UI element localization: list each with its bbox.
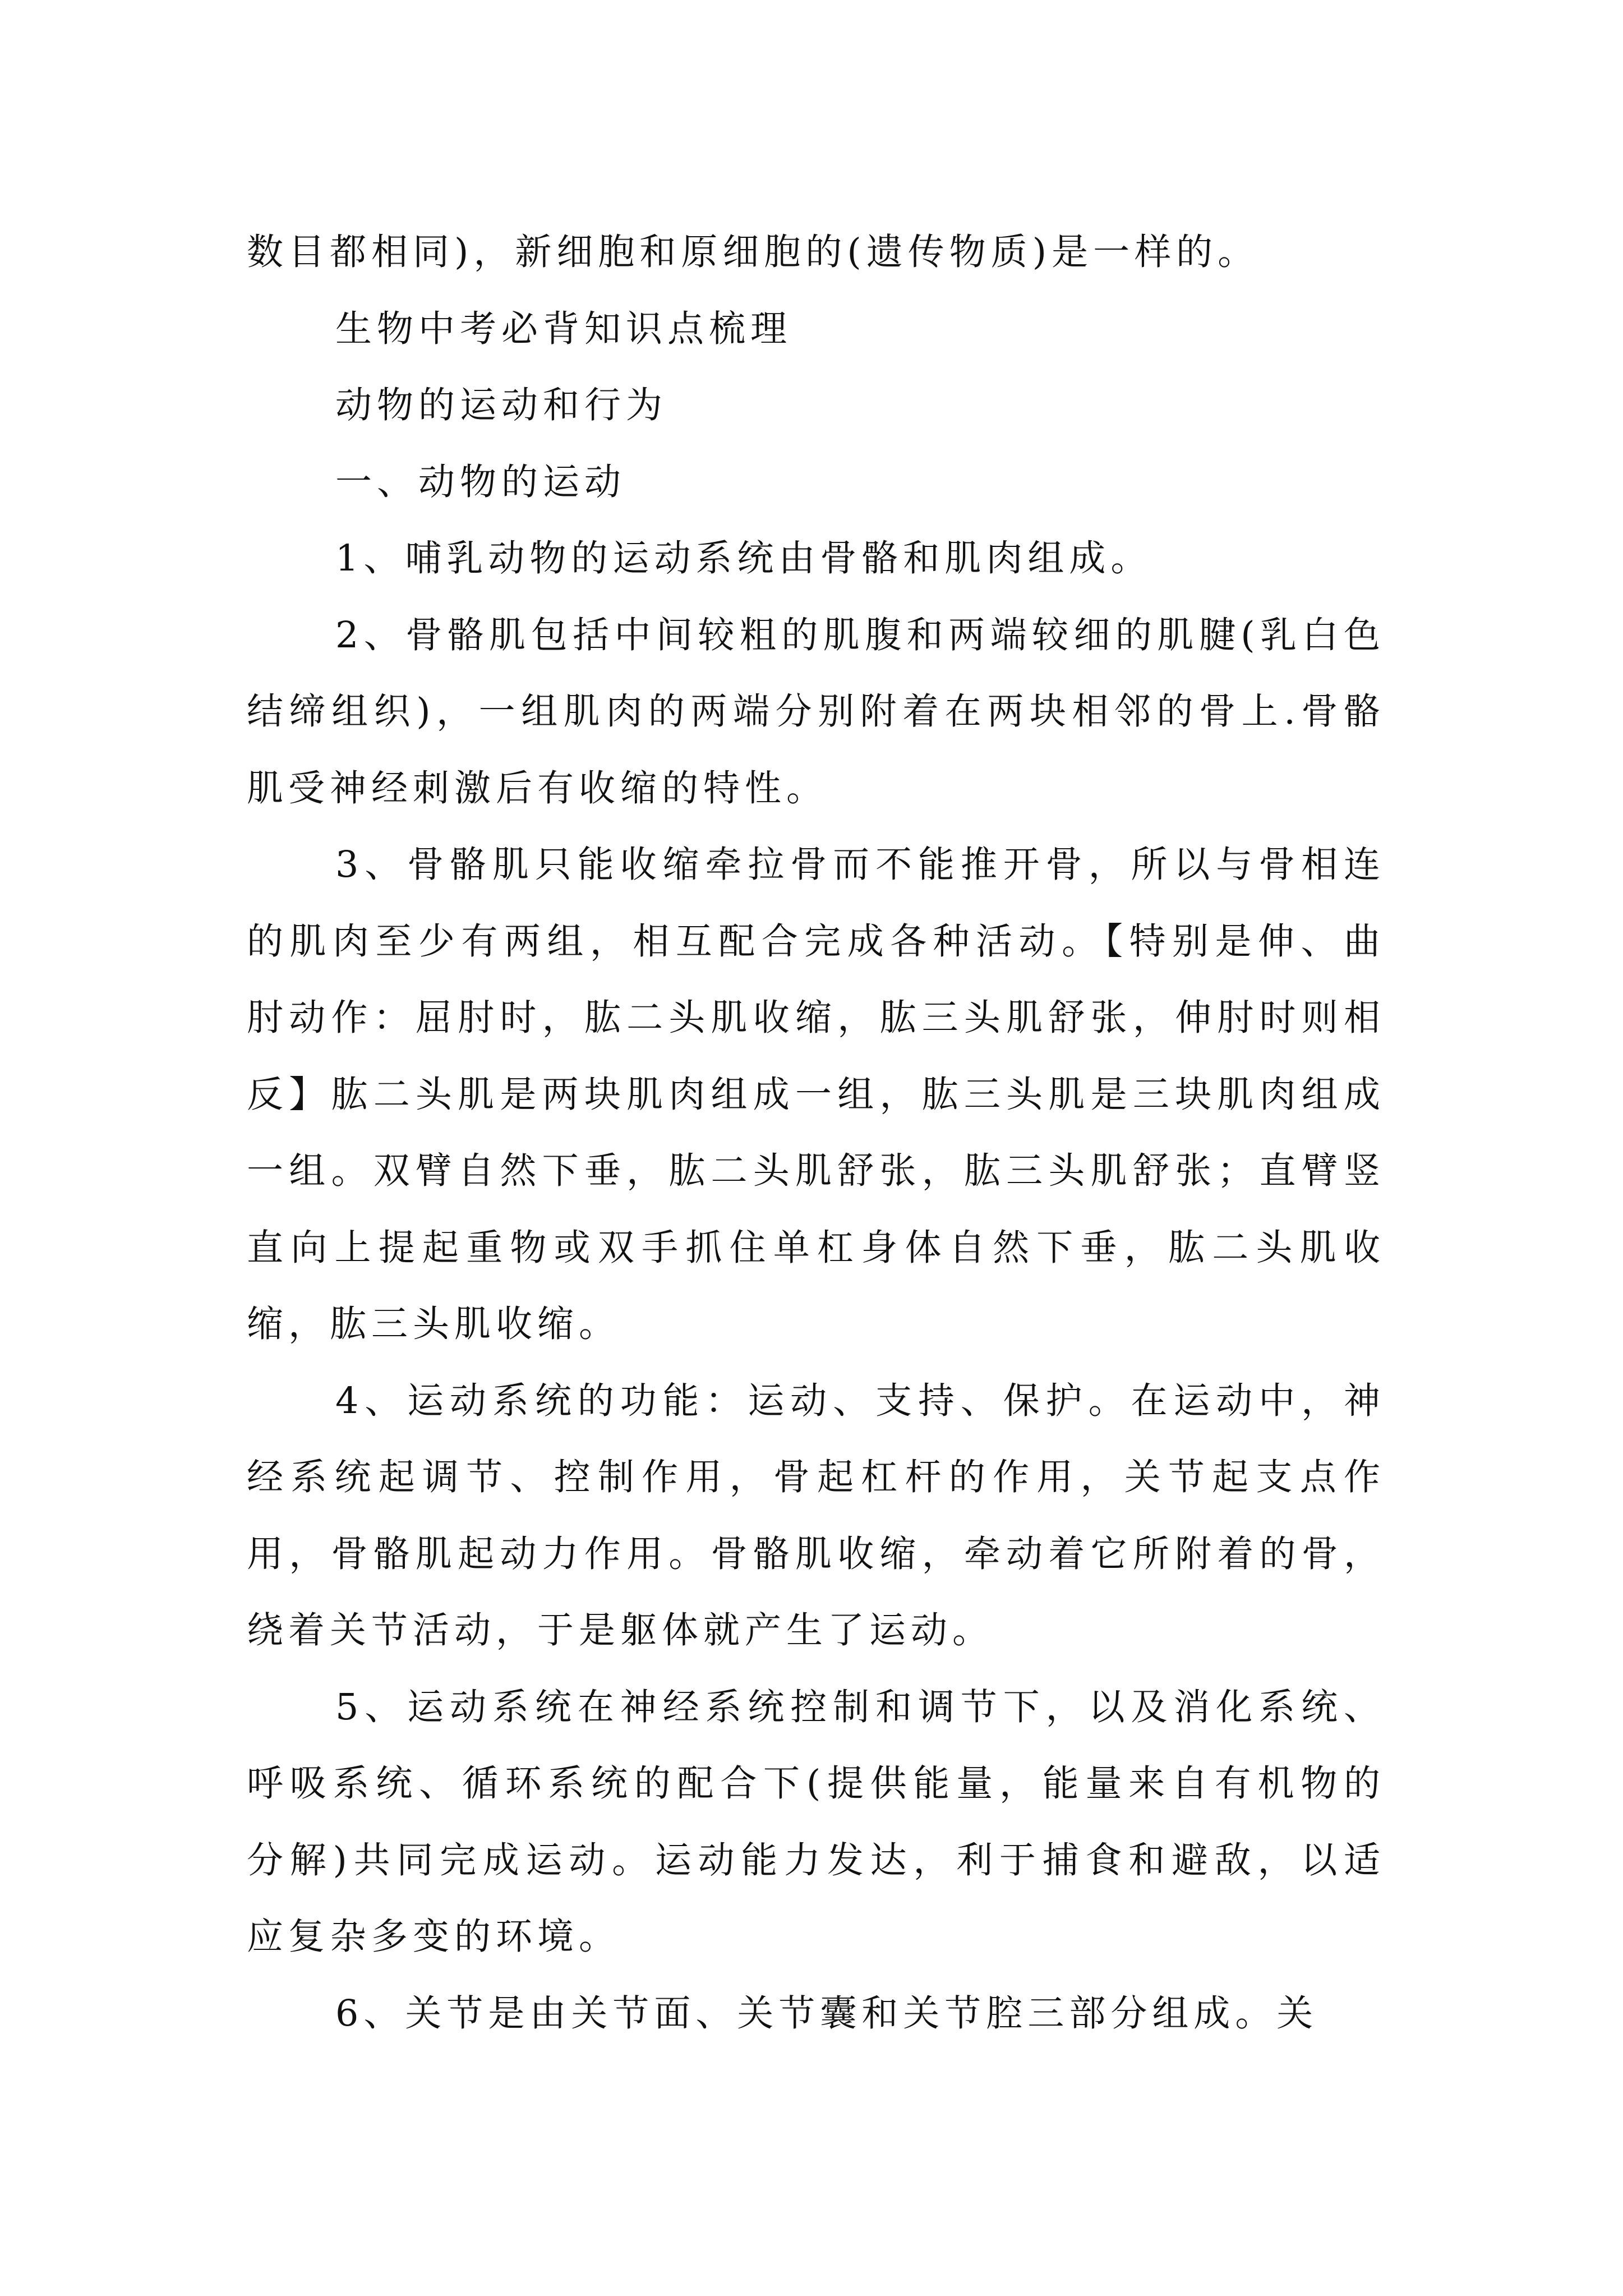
paragraph-point-3: 3、骨骼肌只能收缩牵拉骨而不能推开骨，所以与骨相连的肌肉至少有两组，相互配合完成各种活动。【特别是伸、曲肘动作：屈肘时，肱二头肌收缩，肱三头肌舒张，伸肘时则相反】肱二头肌是两块肌肉组成一组，肱三头肌是三块肌肉组成一组。双臂自然下垂，肱二头肌舒张，肱三头肌舒张；直臂竖直向上提起重物或双手抓住单杠身体自然下垂，肱二头肌收缩，肱三头肌收缩。 — [247, 844, 1385, 1345]
paragraph-point-6: 6、关节是由关节面、关节囊和关节腔三部分组成。关 — [335, 1992, 1318, 2035]
subsection-heading: 一、动物的运动 — [335, 461, 626, 503]
paragraph-continuation: 数目都相同)，新细胞和原细胞的(遗传物质)是一样的。 — [247, 231, 1260, 273]
document-body — [247, 214, 1385, 2052]
section-title: 生物中考必背知识点梳理 — [335, 307, 792, 350]
paragraph-point-4: 4、运动系统的功能：运动、支持、保护。在运动中，神经系统起调节、控制作用，骨起杠杆的作用，关节起支点作用，骨骼肌起动力作用。骨骼肌收缩，牵动着它所附着的骨，绕着关节活动，于是躯体就产生了运动。 — [247, 1379, 1385, 1651]
chapter-heading: 动物的运动和行为 — [335, 384, 668, 426]
paragraph-point-1: 1、哺乳动物的运动系统由骨骼和肌肉组成。 — [335, 537, 1152, 579]
paragraph-point-5: 5、运动系统在神经系统控制和调节下，以及消化系统、呼吸系统、循环系统的配合下(提供能量，能量来自有机物的分解)共同完成运动。运动能力发达，利于捕食和避敌，以适应复杂多变的环境。 — [247, 1686, 1385, 1958]
paragraph-point-2: 2、骨骼肌包括中间较粗的肌腹和两端较细的肌腱(乳白色结缔组织)，一组肌肉的两端分别附着在两块相邻的骨上.骨骼肌受神经刺激后有收缩的特性。 — [247, 614, 1385, 809]
